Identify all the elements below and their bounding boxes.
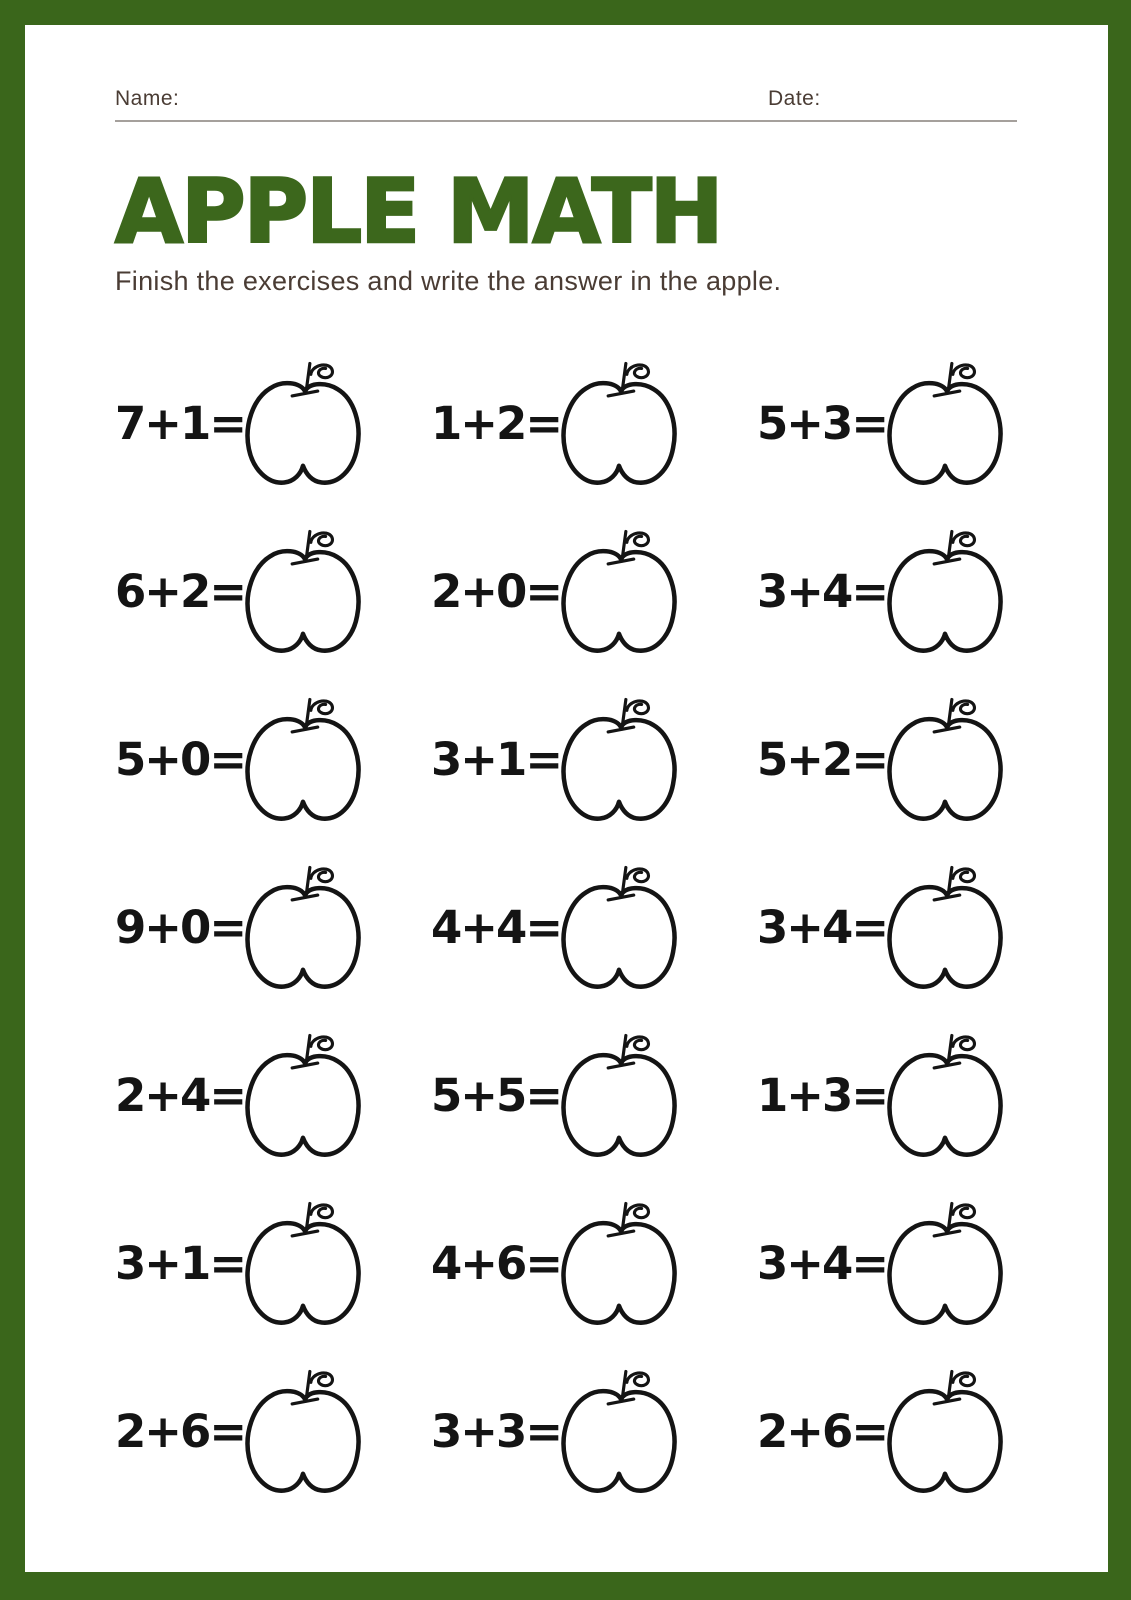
- apple-leaf: [627, 1372, 649, 1385]
- apple-body: [564, 887, 675, 987]
- exercise-cell: [115, 1347, 431, 1515]
- exercise-expression: 3+4=: [757, 900, 888, 954]
- apple-outline-icon: [559, 528, 677, 655]
- apple-body: [890, 1055, 1001, 1155]
- apple-outline-icon: [243, 696, 361, 823]
- apple-body: [248, 1055, 359, 1155]
- apple-outline-icon: [559, 360, 677, 487]
- apple-body: [890, 1391, 1001, 1491]
- apple-body: [564, 1223, 675, 1323]
- exercise-cell: [757, 675, 1017, 843]
- apple-leaf: [311, 700, 333, 713]
- apple-leaf: [311, 1372, 333, 1385]
- date-label: Date:: [768, 87, 821, 110]
- exercise-cell: [115, 843, 431, 1011]
- exercise-expression: 4+6=: [431, 1236, 562, 1290]
- apple-outline-icon: [243, 1032, 361, 1159]
- apple-body: [890, 719, 1001, 819]
- exercise-cell: [757, 843, 1017, 1011]
- exercise-cell: [757, 339, 1017, 507]
- exercise-cell: [431, 1347, 757, 1515]
- apple-leaf: [311, 868, 333, 881]
- exercise-expression: 1+3=: [757, 1068, 888, 1122]
- apple-body: [890, 551, 1001, 651]
- apple-body: [564, 383, 675, 483]
- name-date-header: [115, 87, 1017, 122]
- exercise-cell: [115, 675, 431, 843]
- exercise-expression: 4+4=: [431, 900, 562, 954]
- apple-body: [890, 1223, 1001, 1323]
- apple-leaf: [953, 1036, 975, 1049]
- apple-body: [564, 1391, 675, 1491]
- exercise-expression: 3+1=: [115, 1236, 246, 1290]
- apple-body: [564, 551, 675, 651]
- apple-body: [564, 1055, 675, 1155]
- apple-leaf: [627, 1036, 649, 1049]
- apple-outline-icon: [885, 1200, 1003, 1327]
- apple-body: [248, 383, 359, 483]
- apple-leaf: [311, 1204, 333, 1217]
- apple-body: [248, 1391, 359, 1491]
- exercise-expression: 3+3=: [431, 1404, 562, 1458]
- apple-outline-icon: [243, 360, 361, 487]
- apple-outline-icon: [243, 1200, 361, 1327]
- exercise-expression: 6+2=: [115, 564, 246, 618]
- apple-outline-icon: [243, 1368, 361, 1495]
- exercise-cell: [431, 339, 757, 507]
- apple-leaf: [953, 700, 975, 713]
- apple-body: [248, 719, 359, 819]
- apple-body: [248, 551, 359, 651]
- exercise-expression: 9+0=: [115, 900, 246, 954]
- apple-leaf: [627, 1204, 649, 1217]
- apple-outline-icon: [243, 528, 361, 655]
- exercise-cell: [757, 1179, 1017, 1347]
- apple-body: [890, 383, 1001, 483]
- exercise-expression: 2+6=: [757, 1404, 888, 1458]
- exercise-expression: 1+2=: [431, 396, 562, 450]
- apple-outline-icon: [885, 864, 1003, 991]
- exercise-expression: 5+2=: [757, 732, 888, 786]
- apple-outline-icon: [559, 1200, 677, 1327]
- apple-outline-icon: [559, 864, 677, 991]
- exercise-cell: [431, 1011, 757, 1179]
- exercise-expression: 2+6=: [115, 1404, 246, 1458]
- exercise-cell: [115, 1179, 431, 1347]
- apple-outline-icon: [885, 360, 1003, 487]
- apple-leaf: [953, 364, 975, 377]
- apple-body: [890, 887, 1001, 987]
- apple-outline-icon: [559, 1032, 677, 1159]
- exercise-cell: [757, 1011, 1017, 1179]
- apple-outline-icon: [885, 1032, 1003, 1159]
- apple-body: [564, 719, 675, 819]
- exercise-expression: 5+0=: [115, 732, 246, 786]
- apple-leaf: [627, 364, 649, 377]
- exercise-grid: [115, 339, 1017, 1515]
- exercise-cell: [115, 339, 431, 507]
- exercise-cell: [757, 507, 1017, 675]
- exercise-cell: [431, 675, 757, 843]
- instructions-text: Finish the exercises and write the answer in the apple.: [115, 266, 782, 296]
- exercise-expression: 3+4=: [757, 564, 888, 618]
- name-label: Name:: [115, 87, 180, 110]
- apple-body: [248, 887, 359, 987]
- exercise-expression: 2+4=: [115, 1068, 246, 1122]
- apple-leaf: [627, 532, 649, 545]
- worksheet-content: [25, 25, 1108, 1572]
- apple-leaf: [953, 1372, 975, 1385]
- apple-leaf: [311, 364, 333, 377]
- apple-leaf: [627, 868, 649, 881]
- exercise-cell: [757, 1347, 1017, 1515]
- exercise-expression: 7+1=: [115, 396, 246, 450]
- exercise-expression: 5+5=: [431, 1068, 562, 1122]
- apple-outline-icon: [243, 864, 361, 991]
- apple-outline-icon: [885, 1368, 1003, 1495]
- exercise-expression: 3+1=: [431, 732, 562, 786]
- exercise-cell: [115, 1011, 431, 1179]
- apple-body: [248, 1223, 359, 1323]
- apple-outline-icon: [559, 1368, 677, 1495]
- apple-leaf: [311, 532, 333, 545]
- apple-leaf: [953, 1204, 975, 1217]
- page-title: APPLE MATH: [115, 160, 722, 263]
- exercise-cell: [431, 507, 757, 675]
- apple-leaf: [953, 532, 975, 545]
- apple-outline-icon: [885, 528, 1003, 655]
- exercise-cell: [431, 1179, 757, 1347]
- apple-leaf: [953, 868, 975, 881]
- apple-outline-icon: [885, 696, 1003, 823]
- apple-leaf: [627, 700, 649, 713]
- exercise-expression: 3+4=: [757, 1236, 888, 1290]
- exercise-cell: [115, 507, 431, 675]
- exercise-cell: [431, 843, 757, 1011]
- apple-leaf: [311, 1036, 333, 1049]
- apple-outline-icon: [559, 696, 677, 823]
- exercise-expression: 5+3=: [757, 396, 888, 450]
- exercise-expression: 2+0=: [431, 564, 562, 618]
